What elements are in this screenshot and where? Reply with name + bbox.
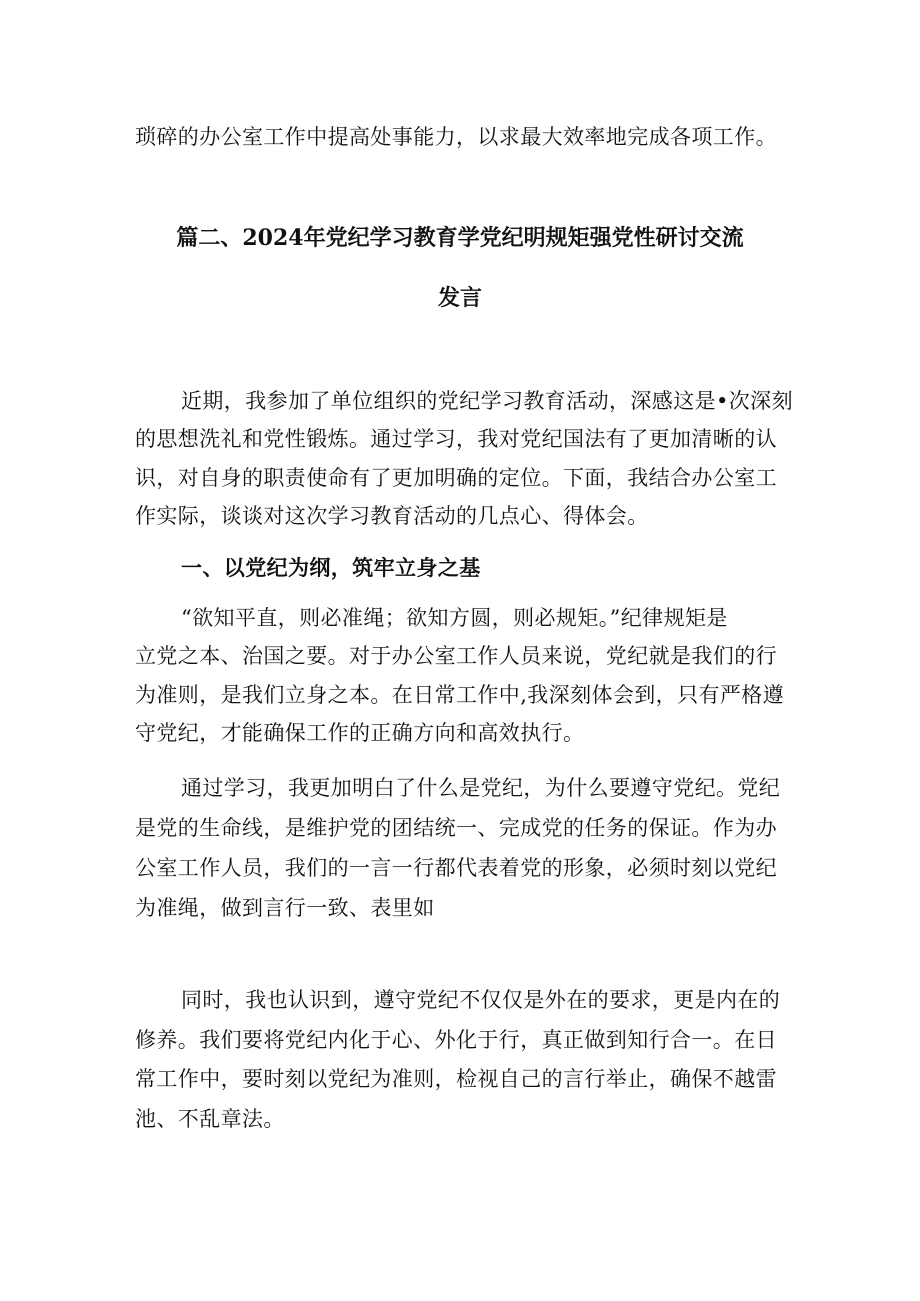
paragraph-line: 作实际，谈谈对这次学习教育活动的几点心、得体会。 — [135, 504, 649, 528]
paragraph-line: 近期，我参加了单位组织的党纪学习教育活动，深感这是•次深刻 — [181, 389, 793, 413]
section-heading: 一、以党纪为纲，筑牢立身之基 — [181, 555, 481, 580]
paragraph-line: 通过学习，我更加明白了什么是党纪，为什么要遵守党纪。党纪 — [181, 776, 781, 800]
paragraph-line: 立党之本、治国之要。对于办公室工作人员来说，党纪就是我们的行 — [135, 644, 777, 668]
paragraph-line: 修养。我们要将党纪内化于心、外化于行，真正做到知行合一。在日 — [135, 1028, 777, 1052]
paragraph-line: 识，对自身的职责使命有了更加明确的定位。下面，我结合办公室工 — [135, 466, 777, 490]
paragraph-line: 为准绳，做到言行一致、表里如 — [135, 896, 435, 920]
document-title-line-2: 发言 — [437, 285, 482, 311]
paragraph-line: 的思想洗礼和党性锻炼。通过学习，我对党纪国法有了更加清晰的认 — [135, 427, 777, 451]
paragraph-line: 公室工作人员，我们的一言一行都代表着党的形象，必须时刻以党纪 — [135, 856, 777, 880]
paragraph-line: “欲知平直，则必准绳；欲知方圆，则必规矩。”纪律规矩是 — [181, 606, 728, 630]
paragraph-line: 常工作中，要时刻以党纪为准则，检视自己的言行举止，确保不越雷 — [135, 1067, 777, 1091]
paragraph-line: 是党的生命线，是维护党的团结统一、完成党的任务的保证。作为办 — [135, 816, 777, 840]
document-title-line-1: 篇二、2024年党纪学习教育学党纪明规矩强党性研讨交流 — [176, 225, 744, 251]
paragraph-line: 为准则，是我们立身之本。在日常工作中,我深刻体会到，只有严格遵 — [135, 683, 785, 707]
paragraph-line: 守党纪，才能确保工作的正确方向和高效执行。 — [135, 721, 585, 745]
paragraph-line: 同时，我也认识到，遵守党纪不仅仅是外在的要求，更是内在的 — [181, 988, 781, 1012]
continuation-line: 琐碎的办公室工作中提高处事能力，以求最大效率地完成各项工作。 — [135, 125, 777, 149]
paragraph-line: 池、不乱章法。 — [135, 1107, 285, 1131]
